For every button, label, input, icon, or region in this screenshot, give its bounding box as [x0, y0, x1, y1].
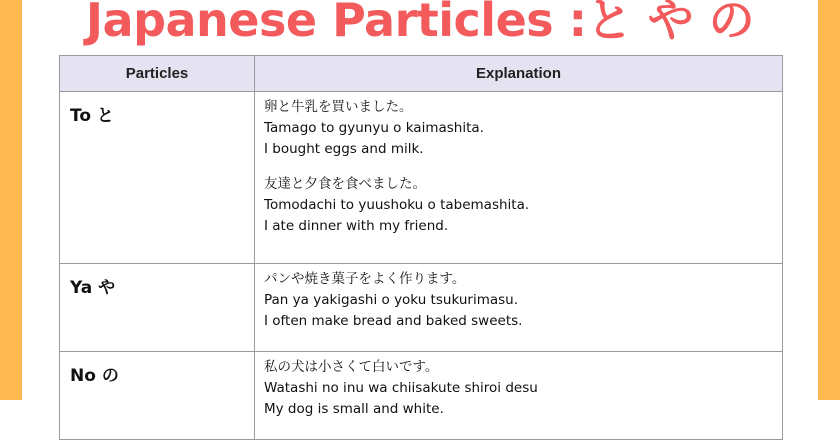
left-frame-border: [0, 0, 22, 400]
particles-table: [59, 55, 783, 440]
table-row: [60, 352, 783, 440]
example-english: I bought eggs and milk.: [264, 141, 424, 157]
table-header-row: [60, 56, 783, 92]
example-romaji: Tomodachi to yuushoku o tabemashita.: [264, 197, 530, 213]
table-row: [60, 92, 783, 264]
table-row: [60, 264, 783, 352]
explanation-ya: [255, 264, 783, 352]
example-spacer: [264, 160, 782, 174]
example-japanese: 友達と夕食を食べました。: [264, 176, 426, 192]
explanation-no: [255, 352, 783, 440]
example-romaji: Watashi no inu wa chiisakute shiroi desu: [264, 380, 538, 396]
content-panel: [22, 0, 818, 417]
example-japanese: 私の犬は小さくて白いです。: [264, 359, 439, 375]
header-explanation: Explanation: [255, 56, 783, 92]
example-japanese: 卵と牛乳を買いました。: [264, 99, 413, 115]
example-english: I ate dinner with my friend.: [264, 218, 449, 234]
example-english: My dog is small and white.: [264, 401, 444, 417]
particle-no: No の: [60, 352, 255, 440]
example-japanese: パンや焼き菓子をよく作ります。: [264, 271, 466, 287]
example-romaji: Pan ya yakigashi o yoku tsukurimasu.: [264, 292, 519, 308]
header-particles: Particles: [60, 56, 255, 92]
particle-ya: Ya や: [60, 264, 255, 352]
explanation-to: [255, 92, 783, 264]
example-romaji: Tamago to gyunyu o kaimashita.: [264, 120, 484, 136]
example-english: I often make bread and baked sweets.: [264, 313, 523, 329]
page-title: Japanese Particles :と や の: [85, 0, 755, 47]
right-frame-border: [818, 0, 840, 400]
particle-to: To と: [60, 92, 255, 264]
